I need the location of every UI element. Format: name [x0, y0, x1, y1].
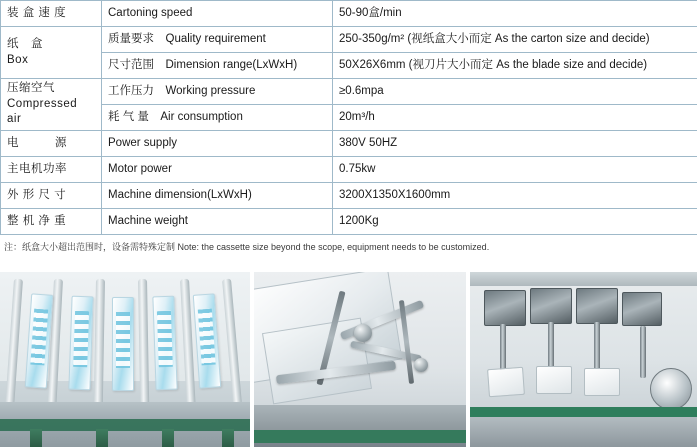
photo-transport-section — [470, 272, 697, 447]
box-label-en: Box — [7, 53, 29, 66]
photo1-belt-lug — [96, 429, 108, 447]
cell-box-dimension-value: 50X26X6mm (视刀片大小而定 As the blade size and decide) — [333, 53, 697, 79]
photo3-gripper-block — [484, 290, 526, 326]
cell-air-pressure-value: ≥0.6mpa — [333, 79, 697, 105]
cell-dimension-value: 3200X1350X1600mm — [333, 183, 697, 209]
cell-box-dimension-label: 尺寸范围 Dimension range(LxWxH) — [102, 53, 333, 79]
air-label-cn: 压缩空气 — [7, 82, 55, 95]
cell-weight-value: 1200Kg — [333, 209, 697, 235]
cell-power-label-cn: 电 源 — [1, 131, 102, 157]
table-row — [1, 1, 697, 27]
photo3-white-bracket — [584, 368, 620, 396]
cell-air-consumption-value: 20m³/h — [333, 105, 697, 131]
cell-power-value: 380V 50HZ — [333, 131, 697, 157]
cell-motor-value: 0.75kw — [333, 157, 697, 183]
table-row — [1, 209, 697, 235]
photo3-rotary-ring — [650, 368, 692, 410]
photo2-pivot-hub — [354, 324, 372, 342]
table-row — [1, 79, 697, 105]
photo3-green-belt — [470, 407, 697, 417]
photo1-carton — [152, 296, 177, 391]
photo3-gripper-block — [622, 292, 662, 326]
cell-power-label-en: Power supply — [102, 131, 333, 157]
cell-box-quality-label: 质量要求 Quality requirement — [102, 27, 333, 53]
cell-motor-label-en: Motor power — [102, 157, 333, 183]
air-label-en: Compressed air — [7, 97, 78, 126]
photo2-green-belt — [254, 430, 466, 443]
cell-box-quality-value: 250-350g/m² (视纸盒大小而定 As the carton size and decide) — [333, 27, 697, 53]
photo1-belt-lug — [162, 429, 174, 447]
photo-carton-magazine — [0, 272, 250, 447]
cell-cartoning-speed-label-en: Cartoning speed — [102, 1, 333, 27]
photo3-white-bracket — [487, 367, 525, 397]
cell-air-label — [1, 79, 102, 131]
table-row — [1, 157, 697, 183]
cell-dimension-label-cn: 外 形 尺 寸 — [1, 183, 102, 209]
table-row — [1, 131, 697, 157]
photo-gallery — [0, 272, 697, 447]
footnote: 注：纸盒大小超出范围时，设备需特殊定制 Note: the cassette size beyond the scope, equipment needs to be customized. — [4, 242, 490, 252]
table-row — [1, 27, 697, 53]
photo3-white-bracket — [536, 366, 572, 394]
box-label-cn: 纸 盒 — [7, 37, 43, 50]
cell-cartoning-speed-value: 50-90盒/min — [333, 1, 697, 27]
photo3-machine-base — [470, 417, 697, 447]
cell-air-pressure-label: 工作压力 Working pressure — [102, 79, 333, 105]
cell-weight-label-en: Machine weight — [102, 209, 333, 235]
cell-dimension-label-en: Machine dimension(LxWxH) — [102, 183, 333, 209]
cell-box-label — [1, 27, 102, 79]
photo1-belt-lug — [30, 429, 42, 447]
cell-cartoning-speed-label-cn: 装 盒 速 度 — [1, 1, 102, 27]
photo2-pivot-hub — [414, 358, 428, 372]
photo-machine-arm — [254, 272, 466, 447]
photo3-gripper-block — [576, 288, 618, 324]
cell-air-consumption-label: 耗 气 量 Air consumption — [102, 105, 333, 131]
photo1-carton — [112, 297, 134, 391]
cell-weight-label-cn: 整 机 净 重 — [1, 209, 102, 235]
cell-motor-label-cn: 主电机功率 — [1, 157, 102, 183]
photo3-gripper-block — [530, 288, 572, 324]
photo3-rod — [640, 326, 646, 378]
photo3-top-rail — [470, 272, 697, 286]
table-row — [1, 183, 697, 209]
photo1-belt-lug — [222, 429, 234, 447]
table-row — [1, 105, 697, 131]
table-row — [1, 53, 697, 79]
photo1-carton — [68, 296, 93, 391]
